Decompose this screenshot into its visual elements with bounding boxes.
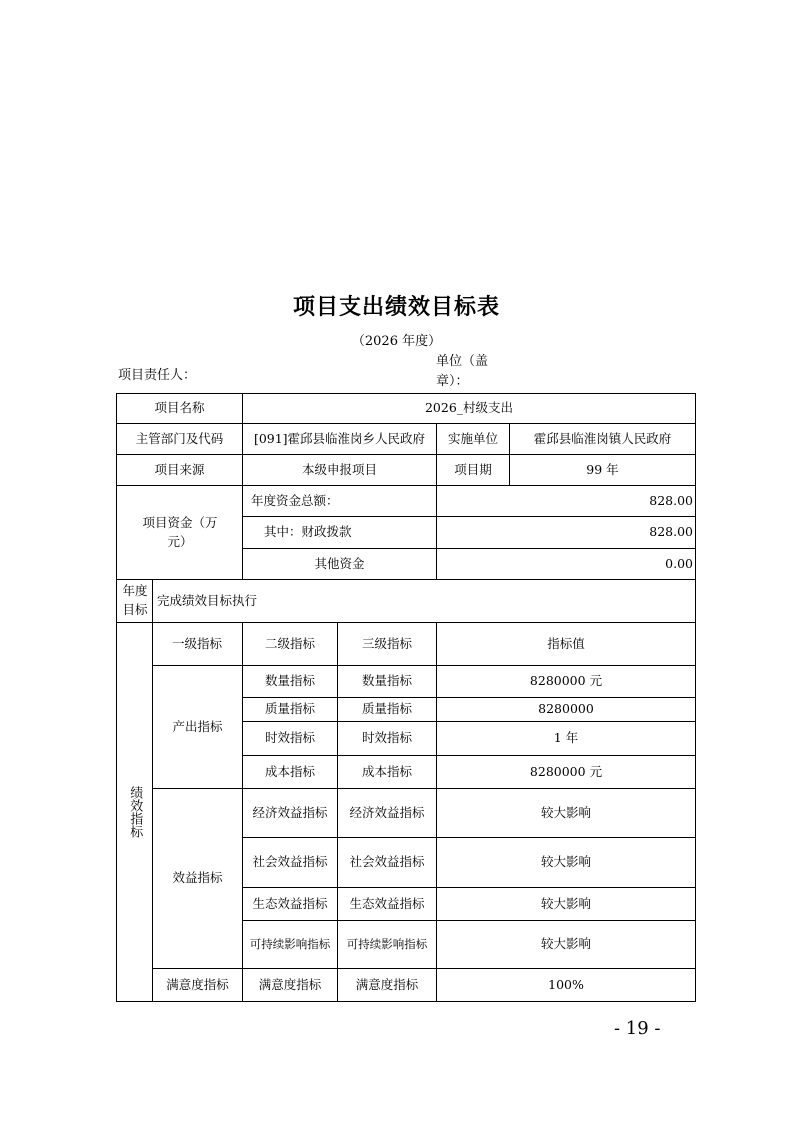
table-row: 可持续影响指标 xyxy=(249,936,331,951)
table-row: 社会效益指标 xyxy=(349,854,425,870)
responsible-label: 项目责任人： xyxy=(118,368,197,383)
source-label: 项目来源 xyxy=(154,461,205,477)
table-row: 时效指标 xyxy=(264,730,315,746)
period-value: 99 年 xyxy=(586,461,619,477)
source-value: 本级申报项目 xyxy=(301,461,377,477)
total-funds-value: 828.00 xyxy=(649,492,693,508)
table-row: 社会效益指标 xyxy=(252,854,328,870)
header-level3: 三级指标 xyxy=(361,635,412,651)
impl-unit-label: 实施单位 xyxy=(447,430,498,446)
project-name-value: 2026_村级支出 xyxy=(424,400,514,416)
period-label: 项目期 xyxy=(454,461,492,477)
table-row: 数量指标 xyxy=(264,673,315,689)
table-row: 较大影响 xyxy=(540,895,591,911)
table-row: 较大影响 xyxy=(540,804,591,820)
fiscal-funds-label: 其中：财政拨款 xyxy=(264,524,352,540)
fiscal-funds-value: 828.00 xyxy=(649,524,693,540)
annual-goal-label: 年度目标 xyxy=(122,583,148,617)
performance-indicators-label: 绩效指标 xyxy=(127,786,143,838)
satisfaction-value: 100% xyxy=(548,976,584,992)
table-row: 8280000 xyxy=(538,701,594,717)
other-funds-label: 其他资金 xyxy=(314,555,365,571)
other-funds-value: 0.00 xyxy=(665,555,693,571)
table-row: 可持续影响指标 xyxy=(346,936,428,951)
satisfaction-level2: 满意度指标 xyxy=(258,976,322,992)
table-row: 8280000 元 xyxy=(529,673,603,689)
table-row: 质量指标 xyxy=(264,701,315,717)
table-row: 经济效益指标 xyxy=(349,804,425,820)
header-value: 指标值 xyxy=(547,635,585,651)
unit-seal-label: 单位（盖章）： xyxy=(436,354,489,389)
table-row: 经济效益指标 xyxy=(252,804,328,820)
year-label: （2026 年度） xyxy=(351,334,442,349)
page-title: 项目支出绩效目标表 xyxy=(292,295,500,320)
satisfaction-level1: 满意度指标 xyxy=(166,976,229,992)
table-row: 成本指标 xyxy=(264,763,315,779)
table-row: 生态效益指标 xyxy=(252,895,328,911)
table-row: 生态效益指标 xyxy=(349,895,425,911)
funds-label: 项目资金（万元） xyxy=(142,514,218,549)
table-row: 质量指标 xyxy=(361,701,412,717)
table-row: 较大影响 xyxy=(540,854,591,870)
annual-goal-text: 完成绩效目标执行 xyxy=(157,592,258,608)
table-row: 时效指标 xyxy=(361,730,412,746)
dept-label: 主管部门及代码 xyxy=(135,430,224,446)
project-name-label: 项目名称 xyxy=(154,400,205,416)
page-number: - 19 - xyxy=(614,1018,661,1039)
table-row: 成本指标 xyxy=(361,763,412,779)
header-level1: 一级指标 xyxy=(171,635,222,651)
impl-unit-value: 霍邱县临淮岗镇人民政府 xyxy=(533,430,672,446)
dept-value: [091]霍邱县临淮岗乡人民政府 xyxy=(253,430,426,446)
table-row: 1 年 xyxy=(553,730,579,746)
table-row: 数量指标 xyxy=(361,673,412,689)
table-row: 8280000 元 xyxy=(529,763,603,779)
satisfaction-level3: 满意度指标 xyxy=(355,976,419,992)
header-level2: 二级指标 xyxy=(264,635,315,651)
total-funds-label: 年度资金总额： xyxy=(251,492,339,508)
benefit-indicators-label: 效益指标 xyxy=(172,870,223,886)
table-row: 较大影响 xyxy=(540,936,591,952)
output-indicators-label: 产出指标 xyxy=(172,718,223,734)
